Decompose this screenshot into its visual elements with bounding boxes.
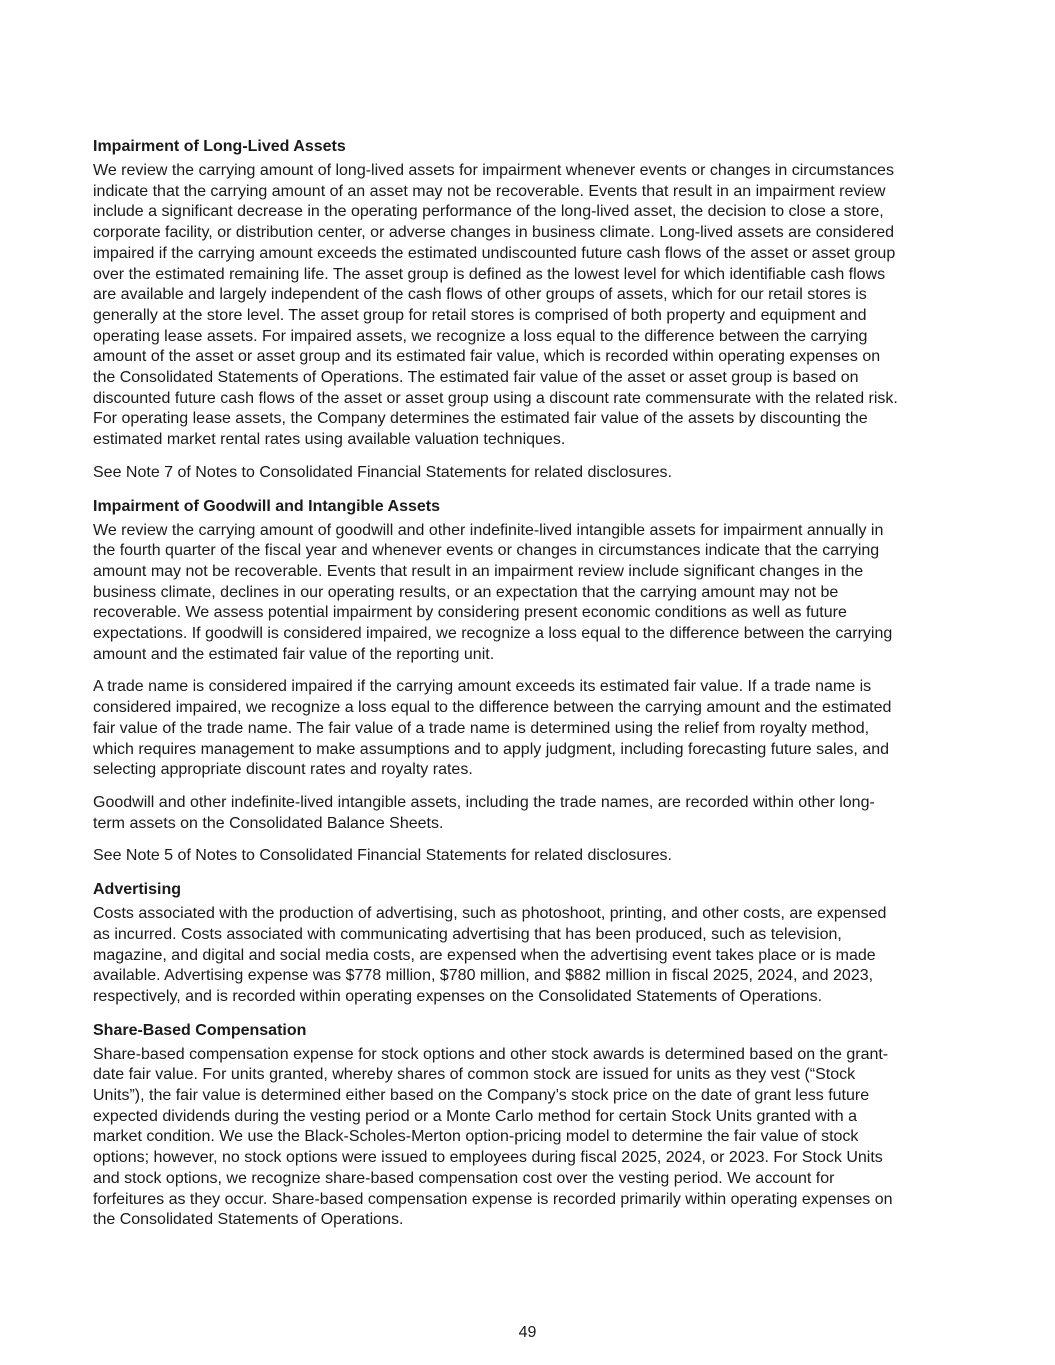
- document-page: [93, 136, 973, 1243]
- text-line: Costs associated with the production of advertising, such as photoshoot, printing, and other costs, are expensed: [93, 905, 887, 923]
- text-line: indicate that the carrying amount of an asset may not be recoverable. Events that result in an impairment review: [93, 182, 886, 200]
- paragraph: [93, 793, 973, 834]
- paragraph: [93, 677, 973, 781]
- text-line: date fair value. For units granted, whereby shares of common stock are issued for units as they vest (“Stock: [93, 1066, 856, 1084]
- text-line: market condition. We use the Black-Scholes-Merton option-pricing model to determine the fair value of stock: [93, 1128, 859, 1146]
- text-line: discounted future cash flows of the asset or asset group using a discount rate commensurate with the related risk.: [93, 389, 898, 407]
- text-line: magazine, and digital and social media costs, are expensed when the advertising event takes place or is made: [93, 946, 876, 964]
- text-line: expected dividends during the vesting period or a Monte Carlo method for certain Stock Units granted with a: [93, 1107, 857, 1125]
- text-line: forfeitures as they occur. Share-based compensation expense is recorded primarily within operating expenses on: [93, 1190, 893, 1208]
- text-line: which requires management to make assumptions and to apply judgment, including forecasting future sales, and: [93, 740, 890, 758]
- text-line: include a significant decrease in the operating performance of the long-lived asset, the decision to close a store,: [93, 203, 884, 221]
- text-line: Goodwill and other indefinite-lived intangible assets, including the trade names, are recorded within other long-: [93, 793, 875, 811]
- section-heading: Share-Based Compensation: [93, 1021, 307, 1039]
- text-line: fair value of the trade name. The fair value of a trade name is determined using the relief from royalty method,: [93, 719, 870, 737]
- text-line: and stock options, we recognize share-based compensation cost over the vesting period. We account for: [93, 1169, 835, 1187]
- text-line: the fourth quarter of the fiscal year and whenever events or changes in circumstances indicate that the carrying: [93, 542, 880, 560]
- text-line: generally at the store level. The asset group for retail stores is comprised of both property and equipment and: [93, 306, 867, 324]
- text-line: over the estimated remaining life. The asset group is defined as the lowest level for which identifiable cash flows: [93, 265, 886, 283]
- paragraph: [93, 904, 973, 1008]
- text-line: term assets on the Consolidated Balance Sheets.: [93, 814, 444, 832]
- section-share-based-compensation: [93, 1020, 973, 1231]
- text-line: estimated market rental rates using available valuation techniques.: [93, 431, 566, 449]
- section-impairment-long-lived-assets: [93, 136, 973, 484]
- page-number: 49: [518, 1324, 537, 1341]
- text-line: amount of the asset or asset group and its estimated fair value, which is recorded within operating expenses on: [93, 348, 881, 366]
- paragraph: [93, 1045, 973, 1231]
- section-heading: Impairment of Long-Lived Assets: [93, 138, 346, 155]
- text-line: business climate, declines in our operating results, or an expectation that the carrying amount may not be: [93, 583, 839, 601]
- text-line: the Consolidated Statements of Operations.: [93, 1211, 404, 1229]
- paragraph: [93, 161, 973, 451]
- note-reference: [93, 846, 973, 867]
- text-line: A trade name is considered impaired if the carrying amount exceeds its estimated fair value. If a trade name is: [93, 678, 872, 696]
- text-line: respectively, and is recorded within operating expenses on the Consolidated Statements of Operations.: [93, 987, 823, 1005]
- text-line: amount may not be recoverable. Events that result in an impairment review include significant changes in the: [93, 562, 864, 580]
- section-heading: Impairment of Goodwill and Intangible Assets: [93, 497, 440, 515]
- section-impairment-goodwill-intangibles: [93, 496, 973, 868]
- text-line: We review the carrying amount of goodwill and other indefinite-lived intangible assets for impairment annually in: [93, 521, 884, 539]
- text-line: impaired if the carrying amount exceeds the estimated undiscounted future cash flows of the asset or asset group: [93, 244, 896, 262]
- text-line: as incurred. Costs associated with communicating advertising that has been produced, such as television,: [93, 925, 842, 943]
- text-line: available. Advertising expense was $778 million, $780 million, and $882 million in fiscal 2025, 2024, and 2023,: [93, 967, 874, 985]
- text-line: For operating lease assets, the Company determines the estimated fair value of the assets by discounting the: [93, 410, 868, 428]
- text-line: the Consolidated Statements of Operations. The estimated fair value of the asset or asset group is based on: [93, 369, 859, 387]
- text-line: corporate facility, or distribution center, or adverse changes in business climate. Long-lived assets are considered: [93, 224, 895, 242]
- text-line: operating lease assets. For impaired assets, we recognize a loss equal to the difference between the carrying: [93, 327, 868, 345]
- note-reference: [93, 463, 973, 484]
- text-line: See Note 7 of Notes to Consolidated Financial Statements for related disclosures.: [93, 463, 672, 481]
- text-line: are available and largely independent of the cash flows of other groups of assets, which for our retail stores is: [93, 286, 867, 304]
- paragraph: [93, 521, 973, 666]
- text-line: amount and the estimated fair value of the reporting unit.: [93, 645, 495, 663]
- text-line: expectations. If goodwill is considered impaired, we recognize a loss equal to the difference between the carrying: [93, 625, 893, 643]
- section-advertising: [93, 879, 973, 1008]
- text-line: recoverable. We assess potential impairment by considering present economic conditions as well as future: [93, 604, 847, 622]
- text-line: options; however, no stock options were issued to employees during fiscal 2025, 2024, or 2023. For Stock Units: [93, 1149, 883, 1167]
- text-line: See Note 5 of Notes to Consolidated Financial Statements for related disclosures.: [93, 847, 672, 865]
- section-heading: Advertising: [93, 881, 182, 899]
- text-line: Units”), the fair value is determined either based on the Company’s stock price on the date of grant less future: [93, 1087, 870, 1105]
- text-line: Share-based compensation expense for stock options and other stock awards is determined based on the grant-: [93, 1045, 889, 1063]
- text-line: considered impaired, we recognize a loss equal to the difference between the carrying amount and the estimated: [93, 699, 892, 717]
- text-line: We review the carrying amount of long-lived assets for impairment whenever events or changes in circumstances: [93, 162, 894, 179]
- text-line: selecting appropriate discount rates and royalty rates.: [93, 761, 473, 779]
